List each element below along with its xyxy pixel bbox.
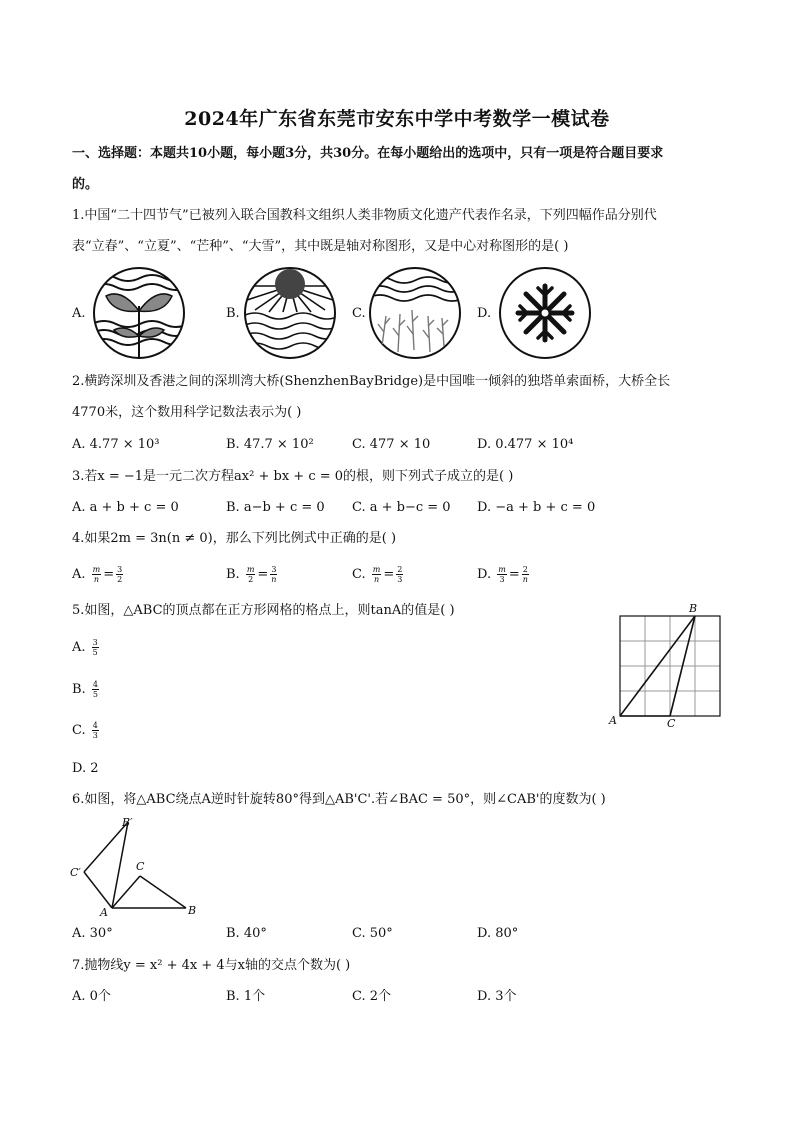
q4-c-left-den: n bbox=[373, 575, 380, 584]
grain-waves-emblem-image bbox=[368, 266, 462, 360]
q6-option-d[interactable]: D. 80° bbox=[477, 926, 519, 941]
q4-a-left-den: n bbox=[93, 575, 100, 584]
q4-option-c-label: C. bbox=[352, 567, 366, 582]
q3-option-b[interactable]: B. a−b + c = 0 bbox=[226, 500, 325, 515]
q3-stem: 3.若x = −1是一元二次方程ax² + bx + c = 0的根，则下列式子成立的是( ) bbox=[72, 469, 514, 484]
q6-option-b[interactable]: B. 40° bbox=[226, 926, 267, 941]
q7-option-d[interactable]: D. 3个 bbox=[477, 989, 517, 1004]
q5-option-b[interactable] bbox=[72, 680, 101, 699]
q5-label-c: C bbox=[667, 717, 676, 730]
q1-option-b[interactable]: B. bbox=[226, 306, 240, 321]
q2-option-b[interactable]: B. 47.7 × 10² bbox=[226, 437, 314, 452]
q4-option-d[interactable]: D. $\frac{m}{3}$ = $\frac{2}{n}$ bbox=[477, 565, 528, 584]
q6-label-c-prime: C′ bbox=[70, 866, 81, 879]
q4-b-left-num: m bbox=[246, 565, 255, 574]
q4-option-a[interactable]: A. $\frac{m}{n}$ = $\frac{3}{2}$ bbox=[72, 565, 123, 584]
q7-option-a[interactable]: A. 0个 bbox=[72, 989, 111, 1004]
q4-c-right-num: 2 bbox=[397, 565, 403, 574]
section-heading-line1: 一、选择题：本题共10小题，每小题3分，共30分。在每小题给出的选项中，只有一项是符合题目要求 bbox=[72, 146, 664, 161]
q4-option-b-label: B. bbox=[226, 567, 240, 582]
q5-c-num: 4 bbox=[92, 721, 98, 730]
q3-option-d[interactable]: D. −a + b + c = 0 bbox=[477, 500, 596, 515]
q5-b-num: 4 bbox=[92, 680, 98, 689]
q5-c-den: 3 bbox=[92, 731, 98, 740]
q4-c-right-den: 3 bbox=[397, 575, 403, 584]
q5-a-den: 5 bbox=[92, 648, 98, 657]
q4-option-a-label: A. bbox=[72, 567, 86, 582]
q4-b-right-den: n bbox=[271, 575, 277, 584]
q1-option-d[interactable]: D. bbox=[477, 306, 492, 321]
q2-stem-line1: 2.横跨深圳及香港之间的深圳湾大桥(ShenzhenBayBridge)是中国唯一倾斜的独塔单索面桥，大桥全长 bbox=[72, 374, 671, 389]
q1-option-c[interactable]: C. bbox=[352, 306, 366, 321]
q5-option-c[interactable] bbox=[72, 721, 101, 740]
page-title: 2024年广东省东莞市安东中学中考数学一模试卷 bbox=[184, 108, 610, 130]
q5-a-num: 3 bbox=[92, 638, 98, 647]
sprout-emblem-image bbox=[92, 266, 186, 360]
q5-option-d-label: D. bbox=[72, 761, 87, 776]
q3-option-a[interactable]: A. a + b + c = 0 bbox=[72, 500, 179, 515]
q7-option-b[interactable]: B. 1个 bbox=[226, 989, 266, 1004]
q4-option-d-label: D. bbox=[477, 567, 492, 582]
q6-label-a: A bbox=[100, 906, 108, 919]
q4-b-left-den: 2 bbox=[248, 575, 254, 584]
q4-a-left-num: m bbox=[92, 565, 101, 574]
q6-option-c[interactable]: C. 50° bbox=[352, 926, 393, 941]
q6-label-b: B bbox=[188, 904, 197, 917]
q5-option-a[interactable] bbox=[72, 638, 101, 657]
q4-a-right-num: 3 bbox=[117, 565, 123, 574]
q4-d-left-num: m bbox=[498, 565, 506, 574]
q5-stem: 5.如图，△ABC的顶点都在正方形网格的格点上，则tanA的值是( ) bbox=[72, 603, 455, 618]
q6-stem: 6.如图，将△ABC绕点A逆时针旋转80°得到△AB'C'.若∠BAC = 50°，则∠CAB'的度数为( ) bbox=[72, 792, 606, 807]
q7-option-c[interactable]: C. 2个 bbox=[352, 989, 392, 1004]
q5-label-a: A bbox=[609, 714, 617, 727]
q2-option-a[interactable]: A. 4.77 × 10³ bbox=[72, 437, 160, 452]
q3-option-c[interactable]: C. a + b−c = 0 bbox=[352, 500, 451, 515]
q5-option-b-label: B. bbox=[72, 682, 86, 697]
q5-grid-triangle-figure bbox=[605, 600, 725, 730]
q4-c-left-num: m bbox=[372, 565, 381, 574]
q1-stem-line2: 表“立春”、“立夏”、“芒种”、“大雪”，其中既是轴对称图形，又是中心对称图形的是( ) bbox=[72, 239, 569, 254]
snowflake-emblem-image bbox=[498, 266, 592, 360]
q5-option-a-label: A. bbox=[72, 640, 86, 655]
q6-option-a[interactable]: A. 30° bbox=[72, 926, 113, 941]
sun-waves-emblem-image bbox=[243, 266, 337, 360]
q2-stem-line2: 4770米，这个数用科学记数法表示为( ) bbox=[72, 405, 302, 420]
q4-a-right-den: 2 bbox=[117, 575, 123, 584]
q2-option-c[interactable]: C. 477 × 10 bbox=[352, 437, 431, 452]
q5-option-c-label: C. bbox=[72, 723, 86, 738]
q4-d-right-num: 2 bbox=[522, 565, 528, 574]
q7-stem: 7.抛物线y = x² + 4x + 4与x轴的交点个数为( ) bbox=[72, 958, 351, 973]
q5-option-d[interactable] bbox=[72, 760, 99, 778]
q4-d-right-den: n bbox=[522, 575, 528, 584]
q6-label-b-prime: B′ bbox=[122, 816, 133, 829]
q4-b-right-num: 3 bbox=[271, 565, 277, 574]
q5-d-value: 2 bbox=[90, 761, 99, 776]
q5-b-den: 5 bbox=[92, 690, 98, 699]
q1-stem-line1: 1.中国“二十四节气”已被列入联合国教科文组织人类非物质文化遗产代表作名录，下列四幅作品分别代 bbox=[72, 208, 657, 223]
q4-stem: 4.如果2m = 3n(n ≠ 0)，那么下列比例式中正确的是( ) bbox=[72, 531, 397, 546]
q6-rotation-figure bbox=[68, 812, 208, 922]
q4-option-c[interactable]: C. $\frac{m}{n}$ = $\frac{2}{3}$ bbox=[352, 565, 403, 584]
section-heading-line2: 的。 bbox=[72, 177, 99, 192]
q5-label-b: B bbox=[689, 602, 698, 615]
q4-d-left-den: 3 bbox=[499, 575, 505, 584]
q2-option-d[interactable]: D. 0.477 × 10⁴ bbox=[477, 437, 574, 452]
q6-label-c: C bbox=[136, 860, 145, 873]
q1-option-a[interactable]: A. bbox=[72, 306, 86, 321]
q4-option-b[interactable]: B. $\frac{m}{2}$ = $\frac{3}{n}$ bbox=[226, 565, 277, 584]
